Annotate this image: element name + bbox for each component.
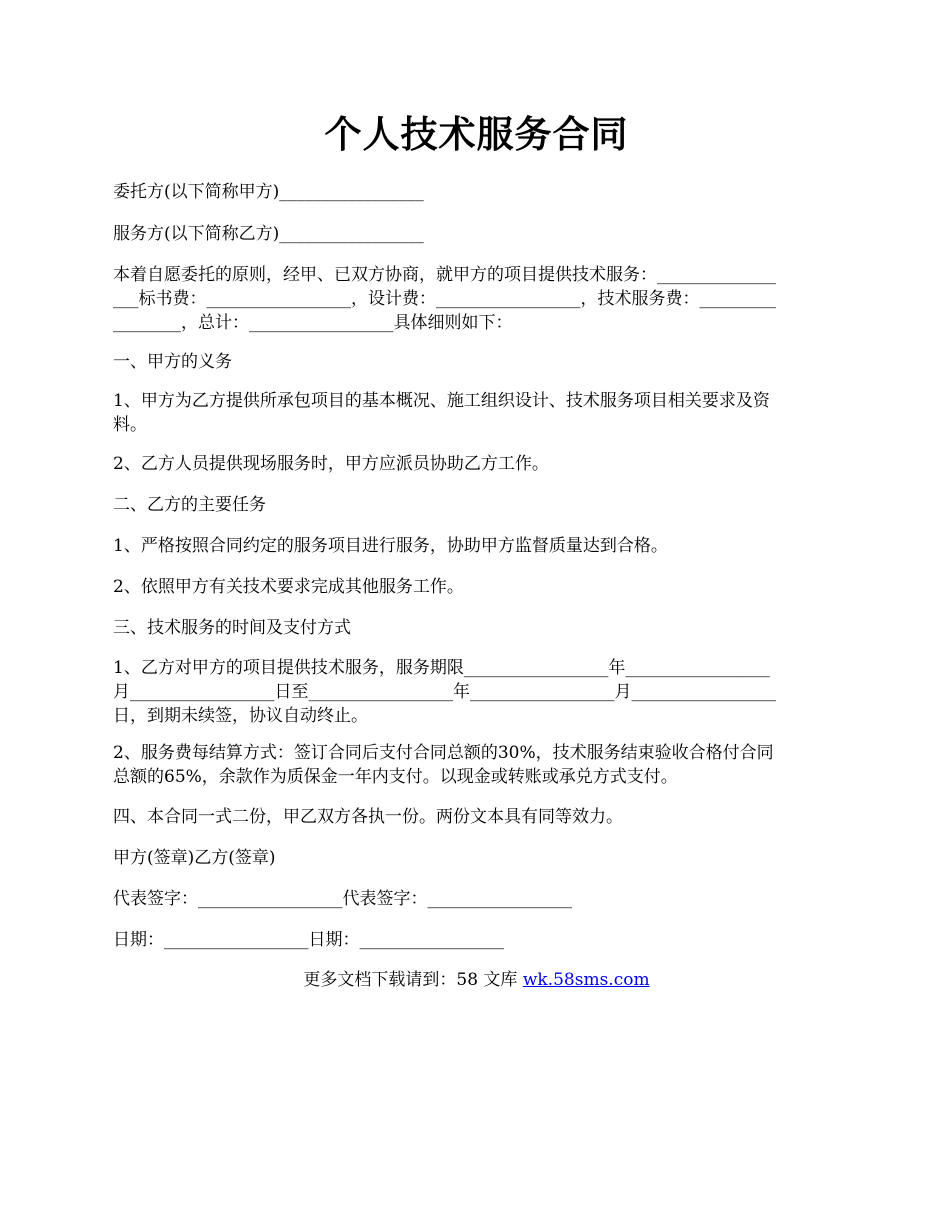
section-heading-4: 四、本合同一式二份，甲乙双方各执一份。两份文本具有同等效力。 [113,807,623,827]
section3-item2-line1: 2、服务费每结算方式：签订合同后支付合同总额的30%，技术服务结束验收合格付合同 [113,743,774,763]
section2-item2: 2、依照甲方有关技术要求完成其他服务工作。 [113,577,464,597]
section1-item1-line2: 料。 [113,415,147,435]
signature-line: 代表签字：_________________代表签字：_________________ [113,889,572,909]
seal-line: 甲方(签章)乙方(签章) [113,848,276,868]
section-heading-1: 一、甲方的义务 [113,352,232,372]
footer-link[interactable]: wk.58sms.com [522,970,650,990]
footer [113,968,840,992]
footer-text: 更多文档下载请到：58 文库 [303,970,523,990]
date-line: 日期：_________________日期：_________________ [113,930,504,950]
provider-line: 服务方(以下简称乙方)_________________ [113,224,424,244]
section-heading-2: 二、乙方的主要任务 [113,495,266,515]
intro-line-2: ___标书费：_________________，设计费：_________________，技术服务费：_________ [113,289,776,309]
section-heading-3: 三、技术服务的时间及支付方式 [113,618,351,638]
section3-item1-line2: 月_________________日至_________________年_________________月_________________ [113,682,776,702]
intro-line-1: 本着自愿委托的原则，经甲、已双方协商，就甲方的项目提供技术服务：______________ [113,265,776,285]
document-title: 个人技术服务合同 [324,112,629,156]
section2-item1: 1、严格按照合同约定的服务项目进行服务，协助甲方监督质量达到合格。 [113,536,668,556]
intro-line-3: ________，总计：_________________具体细则如下： [113,313,513,333]
section1-item1-line1: 1、甲方为乙方提供所承包项目的基本概况、施工组织设计、技术服务项目相关要求及资 [113,391,770,411]
section3-item1-line3: 日，到期未续签，协议自动终止。 [113,706,368,726]
section3-item2-line2: 总额的65%，余款作为质保金一年内支付。以现金或转账或承兑方式支付。 [113,767,678,787]
section3-item1-line1: 1、乙方对甲方的项目提供技术服务，服务期限_________________年_________________ [113,658,770,678]
section1-item2: 2、乙方人员提供现场服务时，甲方应派员协助乙方工作。 [113,454,549,474]
client-line: 委托方(以下简称甲方)_________________ [113,182,424,202]
